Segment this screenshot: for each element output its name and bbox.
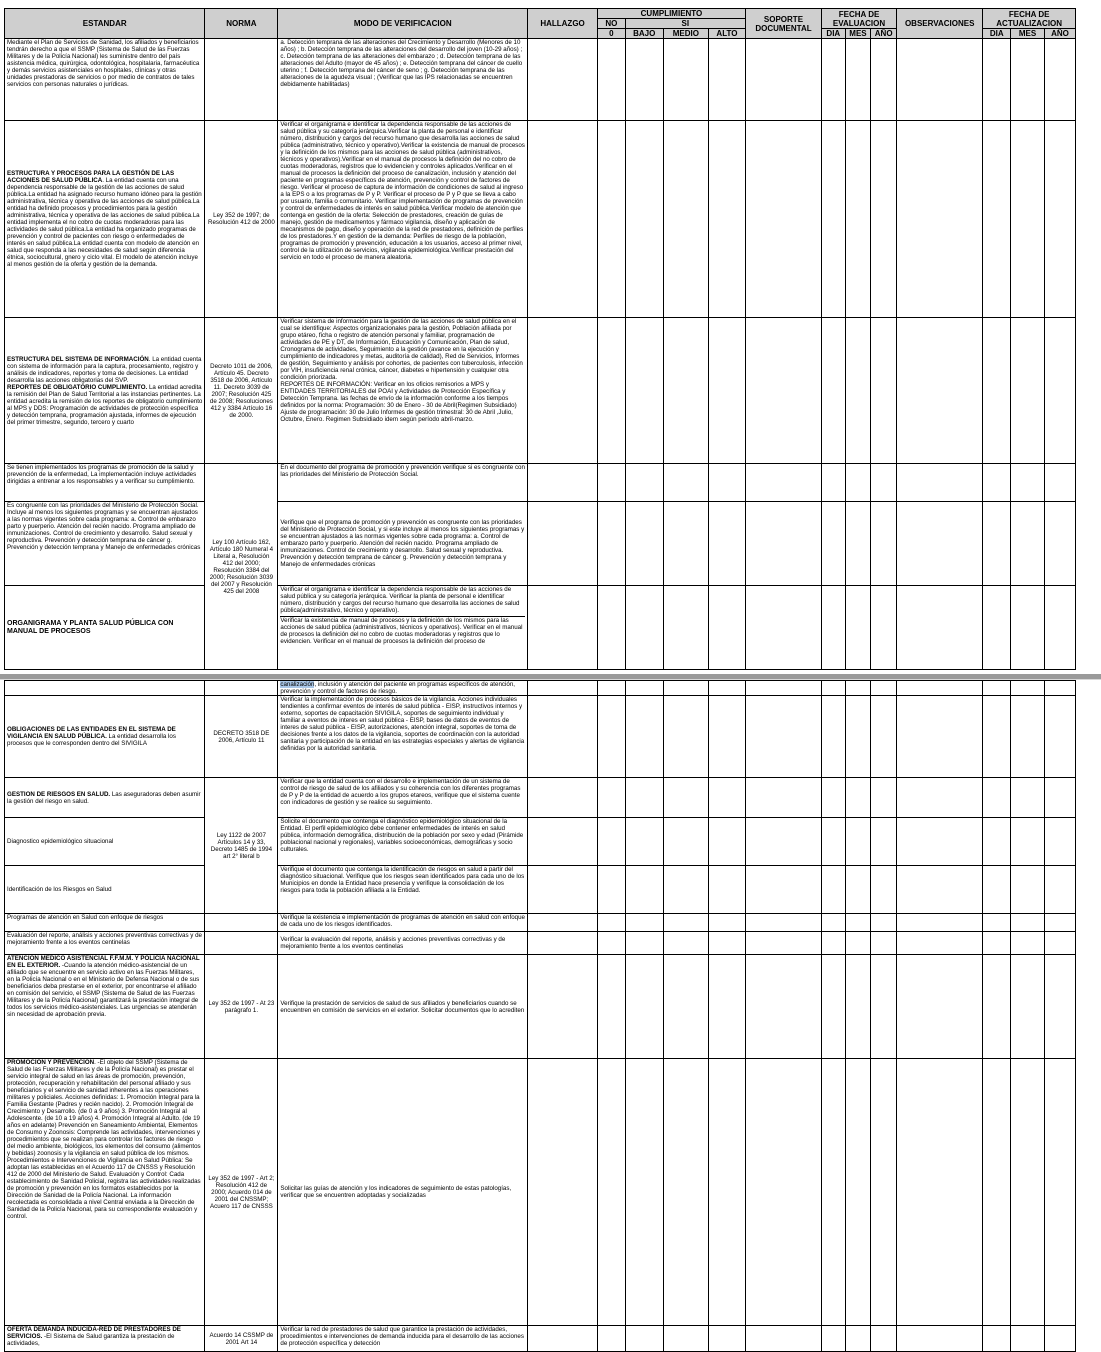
norma-cell: Ley 100 Artículo 162, Artículo 180 Numeral 4 Literal a, Resolución 412 del 2000; Resolución 3384 del 2000; Resolución 3039 del 2007 y Resolución 425 del 2008 (205, 464, 278, 670)
modo-text-2: Verificar la existencia de manual de procesos y la definición de los mismos para las acciones de salud pública (administrativos, técnicos y operativos). Verificar en el manual de procesos la definición del no cobro de cuotas moderadoras y registros que lo evidencien. Verificar en el manual de procesos la definición del proceso de (280, 616, 525, 645)
col-observaciones: OBSERVACIONES (897, 9, 983, 39)
upper-page (4, 8, 1076, 670)
col-cumplimiento: CUMPLIMIENTO (597, 9, 745, 19)
modo-cell: Verifique la prestación de servicios de salud de sus afiliados y beneficiarios cuando se encuentren en comisión de servicios en el exterior. Solicitar documentos que lo acrediten (278, 955, 528, 1059)
modo-text: Verificar el organigrama e identificar la dependencia responsable de las acciones de salud pública y su categoría jerárquica. Verificar la planta de personal e identificar número, distribución y cargos del recurso humano que desarrolla las acciones de salud pública(administrativo, técnico y operativo). (280, 586, 520, 614)
col-cero: 0 (597, 29, 625, 39)
table-row (5, 866, 1076, 914)
modo-cell: Verifique la existencia e implementación de programas de atención en salud con enfoque de cada uno de los riesgos identificados. (278, 914, 528, 932)
table-row (5, 778, 1076, 818)
col-modo: MODO DE VERIFICACION (278, 9, 528, 39)
norma-cell: Ley 352 de 1997 - At 23 parágrafo 1. (205, 955, 278, 1059)
estandar-text: . La entidad cuenta con una dependencia responsable de la gestión de las acciones de salud pública.La entidad ha asignado recurso humano idóneo para la gestión administrativa, técnica y operativa de las acciones de salud pública.La entidad ha definido procesos y procedimientos para la gestión administrativa, técnica y operativa de las acciones de salud pública.La entidad implementa el no cobro de cuotas moderadoras para las actividades de salud pública.La entidad ha organizado programas de prevención y control de pacientes con riesgo o enfermedades de interés en salud pública.La entidad cuenta con modelo de atención en salud que responda a las necesidades de salud según diferencia étnica, sociocultural, gnero y ciclo vital. El modelo de atención incluye al menos gestión de la oferta y gestión de la demanda. (7, 177, 202, 268)
col-eval-dia: DIA (822, 29, 846, 39)
estandar-cell: Es congruente con las prioridades del Ministerio de Protección Social. Incluye al menos los siguientes programas y se encuentran ajustados a las normas vigentes sobre cada programa: a. Control de embarazo parto y puerperio. Atención del recién nacido. Programa ampliado de inmunizaciones. Control de crecimiento y desarrollo. Salud sexual y reproductiva. Prevención y detección temprana de cáncer g. Prevención y detección temprana y Manejo de enfermedades crónicas (5, 502, 205, 586)
col-fecha-actualizacion: FECHA DE ACTUALIZACION (983, 9, 1076, 29)
estandar-text: -Cuando la atención médico-asistencial de un afiliado que se encuentre en servicio activo en las Fuerzas Militares, en la Policía Nacional o en el Ministerio de Defensa Nacional o de sus beneficiarios deba prestarse en el exterior, por encontrarse el afiliado en comisión del servicio, el SSMP (Sistema de Salud de las Fuerzas Militares y de la Policía Nacional) garantizará la prestación integral de todos los servicios médico-asistenciales. Las urgencias se atenderán sin necesidad de aprobación previa. (7, 962, 200, 1018)
estandar-title: PROMOCION Y PREVENCION (7, 1059, 95, 1066)
estandar-title: OBLIGACIONES DE LAS ENTIDADES EN EL SISTEMA DE VIGILANCIA EN SALUD PÚBLICA. (7, 726, 176, 740)
estandar-text: . La entidad cuenta con sistema de información para la captura, procesamiento, registro y análisis de indicadores, reportes y toma de decisiones. La entidad desarrolla las acciones obligatorias del SVP. (7, 355, 202, 384)
table-row (5, 318, 1076, 464)
norma-cell: Ley 1122 de 2007 Artículos 14 y 33, Decreto 1485 de 1994 art 2° literal b (205, 778, 278, 914)
table-row (5, 818, 1076, 866)
estandar-title: ESTRUCTURA DEL SISTEMA DE INFORMACIÓN (7, 355, 149, 363)
table-row (5, 464, 1076, 502)
modo-cell: Verificar el organigrama e identificar la dependencia responsable de las acciones de salud pública y su categoría jerárquica.Verificar la planta de personal e identificar número, distribución y cargos del recurso humano que desarrolla las acciones de salud pública (administrativo, técnico y operativo).Verificar la existencia de manual de procesos y la definición de los mismos para las acciones de salud pública (administrativos, técnicos y operativos).Verificar en el manual de procesos la definición del no cobro de cuotas moderadoras, registros que lo evidencien y controles aplicados.Verificar en el manual de procesos la definición del proceso de canalización, inclusión y atención del paciente en programas específicos de atención, prevención y control de factores de riesgo. Verificar el proceso de captura de información de condiciones de salud al ingreso a la EPS o a los programas de P y P. Verificar el proceso de P y P que se lleva a cabo por usuario, familia o comunitario. Verificar implementación de programas de prevención y control de enfermedades de interés en salud pública.Verificar modelo de atención que contenga en gestión de la oferta: Selección de prestadores, creación de guías de manejo, gestión de medicamentos y fármaco vigilancia, diseño y aplicación de mecanismos de pago, diseño y operación de la red de prestadores, definición de perfiles de los prestadores.Y en gestión de la demanda: Perfiles de riesgo de la población, programas de promoción y prevención, educación a los usuarios, acceso al primer nivel, control de la utilización de servicios, vigilancia epidemiológica.Verificar prestación del servicio en todo el proceso de manera aleatoria. (278, 121, 528, 318)
col-alto: ALTO (708, 29, 745, 39)
modo-cell: Verifique que el programa de promoción y prevención es congruente con las prioridades del Ministerio de Protección Social, y si este incluye al menos los siguientes programas y se encuentran ajustados a las normas vigentes sobre cada programa: a. Control de embarazo parto y puerperio. Atención del recién nacido. Programa ampliado de inmunizaciones. Control de crecimiento y desarrollo. Salud sexual y reproductiva. Prevención y detección temprana de cáncer g. Prevención y detección temprana y Manejo de enfermedades crónicas (278, 502, 528, 586)
estandar-cell: Diagnostico epidemiológico situacional (5, 818, 205, 866)
modo-text-2: REPORTES DE INFORMACIÓN: Verificar en los oficios remisorios a MPS y ENTIDADES TERRITORIALES del POAI y Actividades de Protección Específica y Detección Temprana. las fechas de envío de la información conforme a los tiempos definidos por la norma: Programación: 30 de Enero - 30 de Abril(Regimen Subsidiado) Ajuste de programación: 30 de Julio Informes de gestión trimestral: 30 de Abril ,Julio, Octubre, Enero. Regimen Subsidiado idem según período abril-marzo. (280, 381, 517, 423)
estandar-cell (5, 696, 205, 778)
estandar-title: OFERTA DEMANDA INDUCIDA-RED DE PRESTADORES DE SERVICIOS. (7, 1326, 181, 1340)
estandar-cell: ORGANIGRAMA Y PLANTA SALUD PÚBLICA CON MANUAL DE PROCESOS (5, 586, 205, 670)
col-fecha-evaluacion: FECHA DE EVALUACION (822, 9, 897, 29)
table-row (5, 914, 1076, 932)
estandar-cell: Programas de atención en Salud con enfoque de riesgos (5, 914, 205, 932)
table-row (5, 1326, 1076, 1352)
estandar-title: GESTION DE RIESGOS EN SALUD. (7, 790, 111, 798)
table-row (5, 955, 1076, 1059)
estandar-cell: Mediante el Plan de Servicios de Sanidad, los afiliados y beneficiarios tendrán derecho a que el SSMP (Sistema de Salud de las Fuerzas Militares y de la Policía Nacional) les suministre dentro del país asistencia médica, quirúrgica, odontológica, hospitalaria, farmacéutica y demás servicios asistenciales en hospitales, clínicas y otras unidades prestadoras de servicios o por medio de contratos de tales servicios con personas naturales o jurídicas. (5, 39, 205, 121)
col-soporte: SOPORTE DOCUMENTAL (745, 9, 821, 39)
estandar-cell (5, 121, 205, 318)
norma-cell (205, 39, 278, 121)
estandar-cell: Se tienen implementados los programas de promoción de la salud y prevención de la enfermedad, La implementación incluye actividades dirigidas a entrenar a los responsables y a verificar su cumplimiento. (5, 464, 205, 502)
estandar-cell: Identificación de los Riesgos en Salud (5, 866, 205, 914)
estandar-text-2: La entidad acredita la remisión del Plan de Salud Territorial a las instancias pertinentes. La entidad acredita la remisión de los reportes de obligatorio cumplimiento al MPS y DDS: Programación de actividades de protección específica y detección temprana, programación ajustada, informes de ejecución del primer trimestre, segundo, tercero y cuarto (7, 383, 203, 426)
col-medio: MEDIO (663, 29, 708, 39)
modo-cell: a. Detección temprana de las alteraciones del Crecimiento y Desarrollo (Menores de 10 años) ; b. Detección temprana de las alteraciones del desarrollo del joven (10-29 años) ; c. Detección temprana de las alteraciones del embarazo ; d. Detección temprana de las alteraciones del Adulto (mayor de 45 años) ; e. Detección temprana del cáncer de cuello uterino ; f. Detección temprana del cáncer de seno ; g. Detección temprana de las alteraciones de la agudeza visual ; (Verificar que las IPS relacionadas se encuentren debidamente habilitadas) (278, 39, 528, 121)
modo-cell: Verificar la implementación de procesos básicos de la vigilancia. Acciones individuales tendientes a confirmar eventos de interés de salud pública - EISP, instructivos internos y externo, soportes de capacitación SIVIGILA, soportes de seguimiento individual y familiar a eventos de interes en salud pública - EISP, bases de datos de eventos de interes de salud pública - EISP, autorizaciones, atención integral, soportes de toma de decisiones frente a los datos de la vigilancia, soportes de coordinación con la autoridad sanitaria y participación de la entidad en las estrategias especiales y alertas de vigilancia definidas por la autoridad sanitaria. (278, 696, 528, 778)
col-no: NO (597, 19, 625, 29)
col-hallazgo: HALLAZGO (528, 9, 598, 39)
norma-cell: Decreto 1011 de 2006, Artículo 45. Decreto 3518 de 2006, Artículo 11. Decreto 3039 de 2007; Resolución 425 de 2008; Resoluciones 412 y 3384 Artículo 16 de 2000. (205, 318, 278, 464)
table-row (5, 39, 1076, 121)
table-row (5, 696, 1076, 778)
estandar-cell (5, 778, 205, 818)
col-bajo: BAJO (625, 29, 663, 39)
modo-cell (278, 318, 528, 464)
norma-cell: Ley 352 de 1997; de Resolución 412 de 2000 (205, 121, 278, 318)
col-eval-ano: AÑO (871, 29, 897, 39)
estandar-text: Las aseguradoras deben asumir la gestión del riesgo en salud. (7, 790, 201, 805)
modo-text: Verificar sistema de información para la gestión de las acciones de salud pública en el cual se identifique: Aspectos organizacionales para la gestión, Población afiliada por grupo etáreo, ficha o registro de atención personal y familiar, programación de actividades de PE y DT, de Información, Educación y Comunicación, Plan de salud, Cronograma de actividades, Seguimiento a la gestión (avance en la ejecución y cumplimiento de indicadores y metas, auditoría de calidad), Red de Servicios, Informes de gestión, Seguimiento y análisis por cohortes, de pacientes con tuberculosis, infección por VIH, insuficiencia renal crónica, cáncer, diabetes e hipertensión y cualquier otra condición priorizada. (280, 318, 523, 381)
estandar-title: ATENCION MEDICO ASISTENCIAL F.F.M.M. Y POLICIA NACIONAL EN EL EXTERIOR. (7, 955, 200, 969)
col-act-dia: DIA (983, 29, 1011, 39)
table-row (5, 681, 1076, 696)
norma-cell: Ley 352 de 1997 - Art 2; Resolución 412 de 2000; Acuerdo 014 de 2001 del CNSSMP; Acuero 117 de CNSSS (205, 1059, 278, 1326)
estandar-text: . -El objeto del SSMP (Sistema de Salud de las Fuerzas Militares y de la Policía Nacional) es prestar el servicio integral de salud en las áreas de promoción, prevención, protección, recuperación y rehabilitación del personal afiliado y sus beneficiarios y el servicio de sanidad inherentes a las operaciones militares y policiales. Acciones definidas: 1. Promoción Integral para la Familia Gestante (Padres y recién nacido). 2. Promoción Integral de Crecimiento y Desarrollo. (de 0 a 9 años) 3. Promoción Integral al Adolescente. (de 10 a 19 años) 4. Promoción Integral al Adulto. (de 19 años en adelante) Prevención en Saneamiento Ambiental, Elementos de Consumo y Zoonosis: Comprende las actividades, intervenciones y procedimientos que se realizan para controlar los factores de riesgo del medio ambiente, biológicos, los elementos del consumo (alimentos y bebidas) zoonosis y la vigilancia en salud pública de los mismos. Procedimientos e Intervenciones de Vigilancia en Salud Pública: Se adoptan las establecidas en el Acuerdo 117 de CNSSS y Resolución 412 de 2000 del Ministerio de Salud. Evaluación y Control: Cada establecimiento de Sanidad Policial, registra las actividades realizadas de promoción y prevención en los formatos establecidos por la Dirección de Sanidad de la Policía Nacional. La información recolectada es consolidada a nivel Central enviada a la Dirección de Sanidad de la Policía Nacional, para su correspondiente evaluación y control. (7, 1059, 201, 1220)
modo-cell: canalización, inclusión y atención del paciente en programas específicos de atención, prevención y control de factores de riesgo. (278, 681, 528, 696)
col-act-mes: MES (1011, 29, 1045, 39)
verification-table-bottom (4, 680, 1076, 1352)
modo-cell: Verificar que la entidad cuenta con el desarrollo e implementación de un sistema de control de riesgo de salud de los afiliados y su coherencia con los diferentes programas de P y P de la entidad de acuerdo a los grupos etareos, verifique que el sistema cuente con indicadores de gestión y se realice su seguimiento. (278, 778, 528, 818)
estandar-title-2: REPORTES DE OBLIGATORIO CUMPLIMIENTO. (7, 383, 148, 391)
estandar-cell (5, 318, 205, 464)
modo-cell: Verificar la evaluación del reporte, análisis y acciones preventivas correctivas y de mejoramiento frente a los eventos centinelas (278, 932, 528, 955)
table-row (5, 932, 1076, 955)
norma-cell (205, 681, 278, 696)
highlighted-word[interactable]: canalización (280, 681, 315, 688)
col-estandar: ESTANDAR (5, 9, 205, 39)
estandar-cell (5, 1326, 205, 1352)
modo-cell (278, 586, 528, 670)
verification-table-top (4, 8, 1076, 670)
table-row (5, 502, 1076, 586)
estandar-cell (5, 1059, 205, 1326)
estandar-title: ESTRUCTURA Y PROCESOS PARA LA GESTIÓN DE LAS ACCIONES DE SALUD PÚBLICA (7, 170, 175, 184)
table-row (5, 586, 1076, 670)
norma-cell: Acuerdo 14 CSSMP de 2001 Art 14 (205, 1326, 278, 1352)
col-eval-mes: MES (845, 29, 871, 39)
modo-cell: Verifique el documento que contenga la identificación de riesgos en salud a partir del diagnóstico situacional. Verifique que los riesgos sean identificados para cada uno de los Municipios en donde la Entidad hace presencia y verifique la consolidación de los riesgos para toda la población afiliada a la Entidad. (278, 866, 528, 914)
modo-cell: Verificar la red de prestadores de salud que garantice la prestación de actividades, procedimientos e intervenciones de demanda inducida para el desarrollo de las acciones de protección específica y detección (278, 1326, 528, 1352)
modo-cell: Solicitar las guías de atención y los indicadores de seguimiento de estas patologías, verificar que se encuentren adoptadas y socializadas (278, 1059, 528, 1326)
table-row (5, 1059, 1076, 1326)
estandar-cell (5, 681, 205, 696)
col-si: SI (625, 19, 745, 29)
estandar-text: La entidad desarrolla los procesos que le corresponden dentro del SIVIGILA (7, 733, 176, 747)
estandar-cell (5, 955, 205, 1059)
modo-cell: Solicite el documento que contenga el diagnóstico epidemiológico situacional de la Entidad. El perfil epidemiológico debe contener enfermedades de interés en salud pública, información demográfica, distribución de la población por sexo y edad (Pirámide poblacional nacional y regionales), variables socioeconómicas, demográficas y socio culturales. (278, 818, 528, 866)
estandar-cell: Evaluación del reporte, análisis y acciones preventivas correctivas y de mejoramiento frente a los eventos centinelas (5, 932, 205, 955)
modo-cell: En el documento del programa de promoción y prevención verifique si es congruente con las prioridades del Ministerio de Protección Social. (278, 464, 528, 502)
table-row (5, 121, 1076, 318)
estandar-text: -El Sistema de Salud garantiza la prestación de actividades, (7, 1333, 175, 1347)
col-act-ano: AÑO (1045, 29, 1076, 39)
lower-page (4, 680, 1076, 1352)
col-norma: NORMA (205, 9, 278, 39)
norma-cell: DECRETO 3518 DE 2006, Artículo 11 (205, 696, 278, 778)
